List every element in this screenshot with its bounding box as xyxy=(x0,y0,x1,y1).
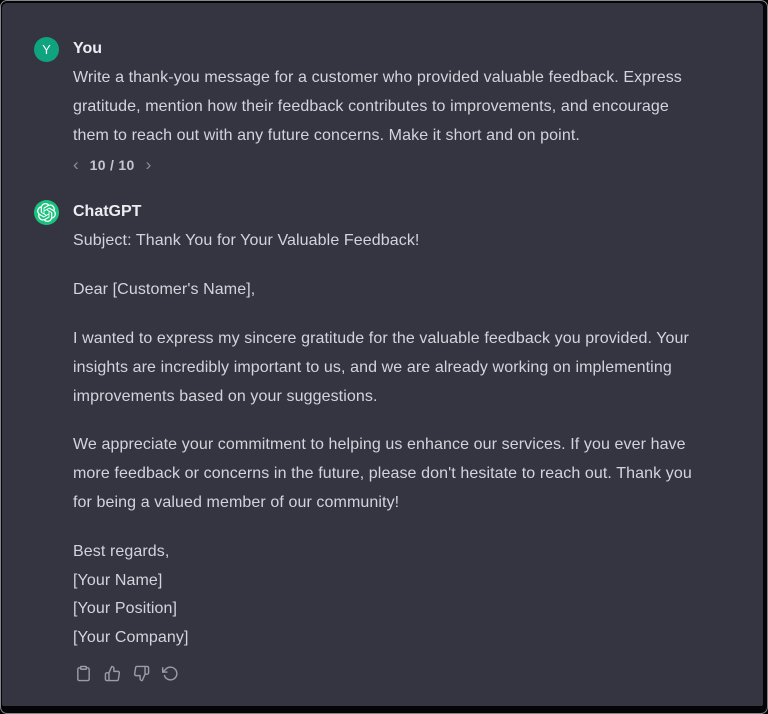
assistant-message-text xyxy=(73,227,707,653)
next-response-button[interactable] xyxy=(144,157,154,173)
thumbs-down-icon xyxy=(133,665,150,682)
user-message-body xyxy=(73,36,707,173)
user-message xyxy=(34,36,707,173)
response-counter: 10 / 10 xyxy=(89,157,135,174)
message-paragraph-body-2: We appreciate your commitment to helping us enhance our services. If you ever have more feedback or concerns in the future, please don't hesitate to reach out. Thank you for being a valued member of our community! xyxy=(73,436,692,511)
user-author-name: You xyxy=(73,40,103,57)
chevron-right-icon: › xyxy=(145,155,152,175)
message-paragraph-signoff: Best regards, [Your Name] [Your Position] [Your Company] xyxy=(73,542,189,647)
assistant-message xyxy=(34,199,707,683)
regenerate-button[interactable] xyxy=(161,665,179,683)
message-paragraph-greeting: Dear [Customer's Name], xyxy=(73,281,256,299)
message-actions xyxy=(74,665,707,683)
clipboard-icon xyxy=(75,665,92,682)
good-response-button[interactable] xyxy=(103,665,121,683)
bad-response-button[interactable] xyxy=(132,665,150,683)
assistant-avatar xyxy=(34,200,59,225)
thumbs-up-icon xyxy=(104,665,121,682)
previous-response-button[interactable] xyxy=(71,157,81,173)
chevron-left-icon: ‹ xyxy=(73,155,79,175)
message-paragraph-body-1: I wanted to express my sincere gratitude for the valuable feedback you provided. Your insights are incredibly important to us, and we are already working on implementing improvements based on your suggestions. xyxy=(73,329,689,405)
assistant-author-name: ChatGPT xyxy=(73,203,142,221)
openai-logo-icon xyxy=(37,203,56,222)
response-pagination xyxy=(71,157,707,173)
message-paragraph-subject: Subject: Thank You for Your Valuable Feedback! xyxy=(73,232,420,250)
copy-button[interactable] xyxy=(74,665,92,683)
user-avatar xyxy=(34,37,59,62)
user-message-text: Write a thank-you message for a customer who provided valuable feedback. Express gratitude, mention how their feedback contributes to improvements, and encourage them to reach out with any future concerns. Make it short and on point. xyxy=(73,69,682,144)
user-avatar-letter: Y xyxy=(42,42,51,57)
rotate-ccw-icon xyxy=(162,665,179,682)
chat-conversation xyxy=(2,3,763,706)
assistant-message-body xyxy=(73,199,707,683)
